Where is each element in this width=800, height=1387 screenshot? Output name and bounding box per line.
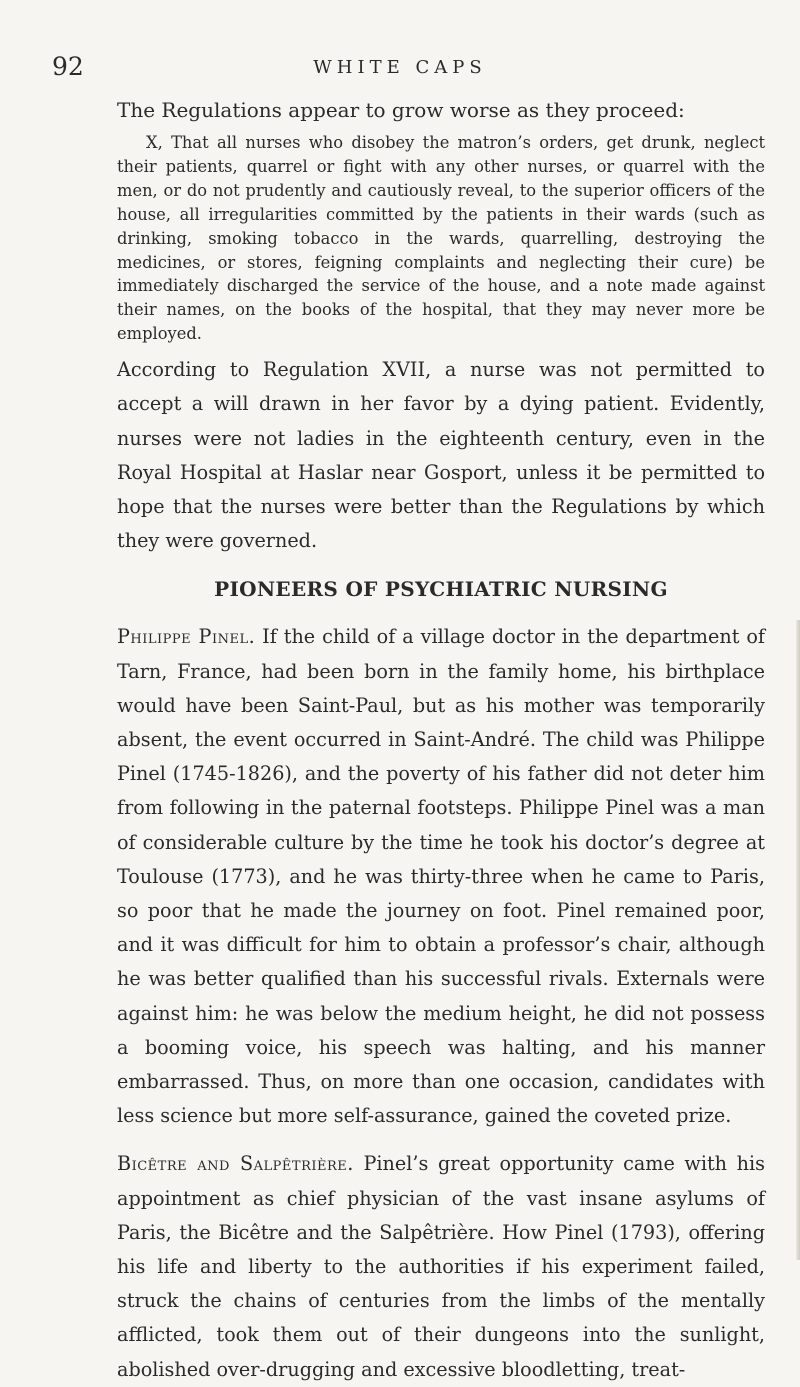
bicetre-run-in-heading: Bicêtre and Salpêtrière. bbox=[117, 1152, 354, 1176]
page-number: 92 bbox=[52, 52, 84, 81]
intro-paragraph: The Regulations appear to grow worse as they proceed: bbox=[117, 98, 685, 122]
pinel-run-in-heading: Philippe Pinel. bbox=[117, 625, 256, 649]
pinel-paragraph bbox=[117, 620, 765, 1133]
bicetre-text: Pinel’s great opportunity came with his appointment as chief physician of the vast insane asylums of Paris, the Bicêtre and the Salpêtrière. How Pinel (1793), offering his life and liberty to the authorities if his experiment failed, struck the chains of centuries from the limbs of the mentally afflicted, took them out of their dungeons into the sunlight, abolished over-drugging and excessive bloodletting, treat- bbox=[117, 1152, 765, 1381]
running-head bbox=[52, 52, 748, 92]
regulation-paragraph: According to Regulation XVII, a nurse was not permitted to accept a will drawn in her favor by a dying patient. Evidently, nurses were not ladies in the eighteenth century, even in the Royal Hospital at Haslar near Gosport, unless it be permitted to hope that the nurses were better than the Regulations by which they were governed. bbox=[117, 358, 765, 553]
page-edge-shadow bbox=[796, 620, 800, 1260]
page-body bbox=[117, 93, 765, 1387]
pinel-text: If the child of a village doctor in the department of Tarn, France, had been born in the family home, his birthplace would have been Saint-Paul, but as his mother was temporarily absent, the event occurred in Saint-André. The child was Philippe Pinel (1745-1826), and the poverty of his father did not deter him from following in the paternal footsteps. Philippe Pinel was a man of considerable culture by the time he took his doctor’s degree at Toulouse (1773), and he was thirty-three when he came to Paris, so poor that he made the journey on foot. Pinel remained poor, and it was difficult for him to obtain a professor’s chair, although he was better qualified than his successful rivals. Externals were against him: he was below the medium height, he did not possess a booming voice, his speech was halting, and his manner embarrassed. Thus, on more than one occasion, candidates with less science but more self-assurance, gained the coveted prize. bbox=[117, 625, 765, 1128]
regulation-quote: X, That all nurses who disobey the matron’s orders, get drunk, neglect their patients, quarrel or fight with any other nurses, or quarrel with the men, or do not prudently and cautiously reveal, to the superior officers of the house, all irregularities committed by the patients in their wards (such as drinking, smoking tobacco in the wards, quarrelling, destroying the medicines, or stores, feigning complaints and neglecting their cure) be immediately discharged the service of the house, and a note made against their names, on the books of the hospital, that they may never more be employed. bbox=[117, 133, 765, 344]
running-title: WHITE CAPS bbox=[313, 57, 487, 78]
section-heading: PIONEERS OF PSYCHIATRIC NURSING bbox=[214, 577, 668, 602]
bicetre-paragraph bbox=[117, 1147, 765, 1386]
